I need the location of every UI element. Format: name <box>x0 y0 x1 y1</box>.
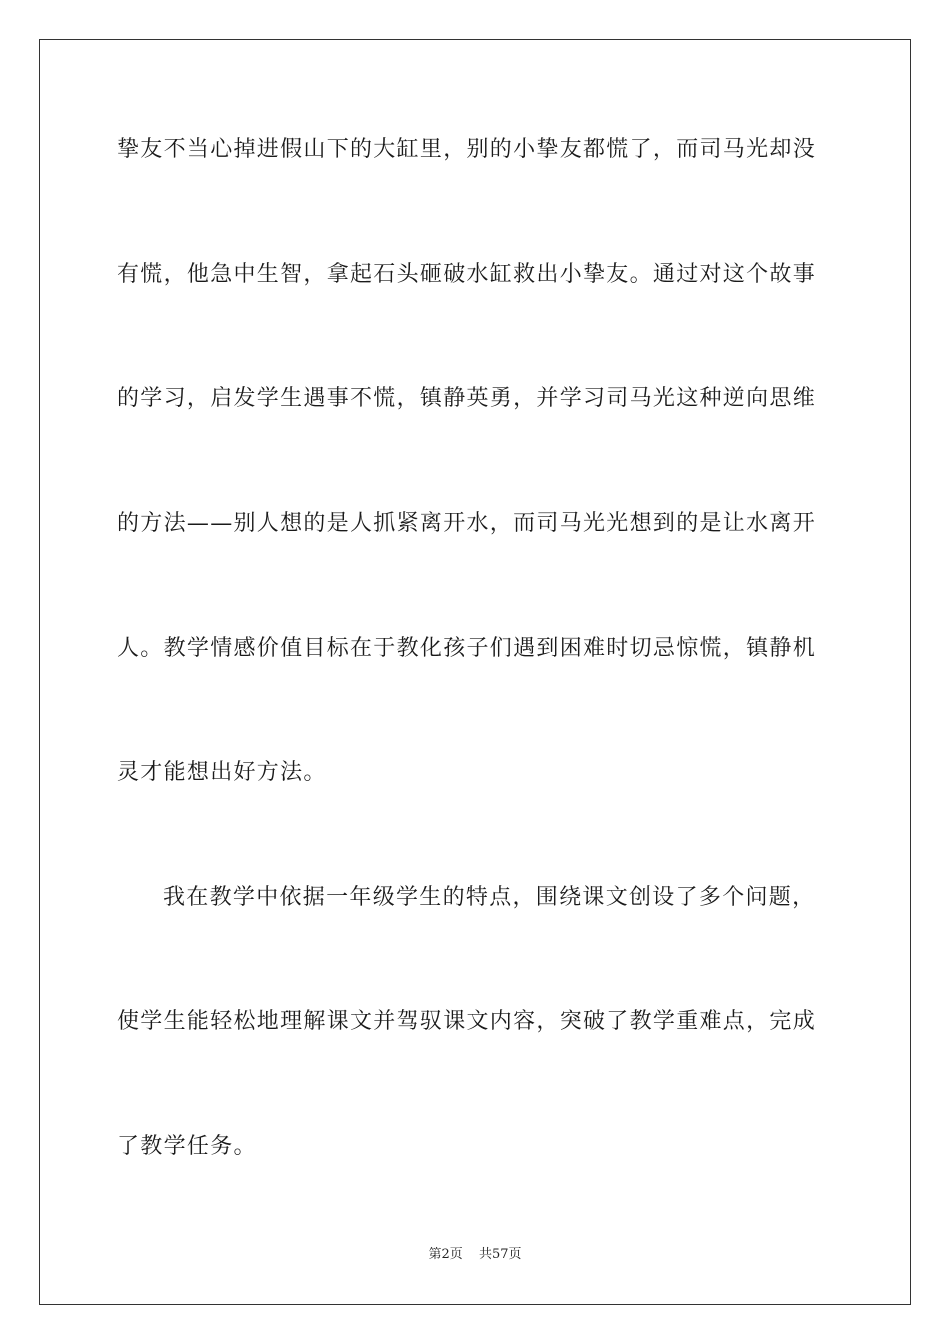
page-footer <box>0 1246 950 1264</box>
paragraph-line: 人。教学情感价值目标在于教化孩子们遇到困难时切忌惊慌，镇静机 <box>117 636 817 661</box>
paragraph-line: 灵才能想出好方法。 <box>117 760 327 785</box>
page-total: 共57页 <box>478 1247 522 1262</box>
page-border <box>39 39 911 1305</box>
paragraph-line: 了教学任务。 <box>117 1134 257 1159</box>
paragraph-line: 使学生能轻松地理解课文并驾驭课文内容，突破了教学重难点，完成 <box>117 1009 817 1034</box>
paragraph-line: 的学习，启发学生遇事不慌，镇静英勇，并学习司马光这种逆向思维 <box>117 386 817 411</box>
paragraph-line: 的方法——别人想的是人抓紧离开水，而司马光光想到的是让水离开 <box>117 511 817 536</box>
paragraph-line: 有慌，他急中生智，拿起石头砸破水缸救出小挚友。通过对这个故事 <box>117 262 817 287</box>
paragraph-line: 我在教学中依据一年级学生的特点，围绕课文创设了多个问题， <box>163 885 816 910</box>
paragraph-line: 挚友不当心掉进假山下的大缸里，别的小挚友都慌了，而司马光却没 <box>117 137 817 162</box>
page-number: 第2页 <box>428 1247 463 1262</box>
